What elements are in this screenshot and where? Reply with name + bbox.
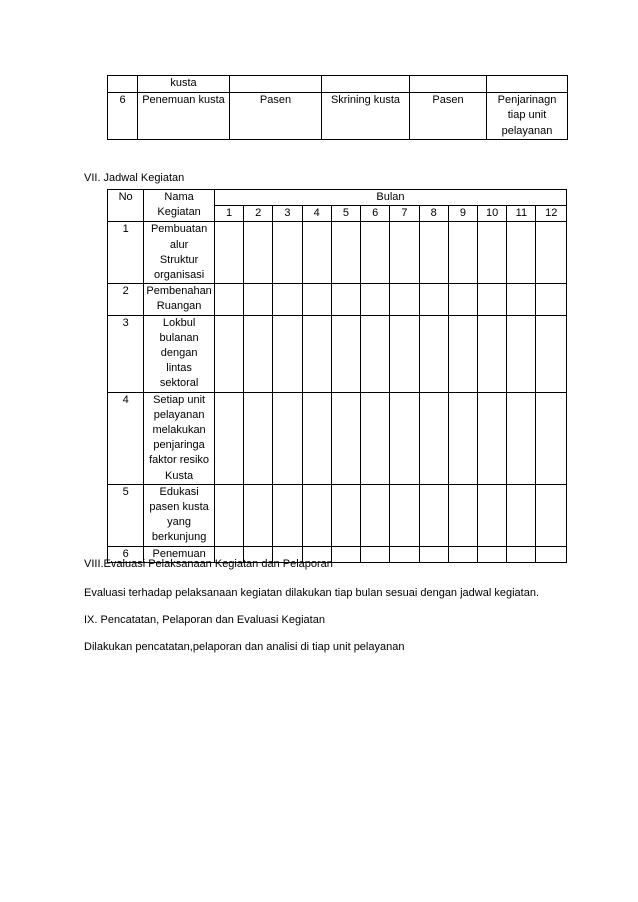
schedule-month-cell [448, 222, 477, 284]
schedule-month-cell [507, 484, 536, 546]
schedule-month-cell [390, 484, 419, 546]
month-header-cell: 1 [214, 206, 243, 222]
schedule-row-activity: Lokbul bulanan dengan lintas sektoral [144, 315, 215, 392]
top-table-cell: Skrining kusta [322, 92, 410, 140]
schedule-row-activity: Pembenahan Ruangan [144, 284, 215, 315]
schedule-month-cell [536, 392, 567, 484]
top-table-cell: Penemuan kusta [138, 92, 230, 140]
schedule-row-no: 3 [108, 315, 144, 392]
schedule-month-cell [478, 392, 507, 484]
schedule-month-cell [390, 222, 419, 284]
schedule-month-cell [244, 315, 273, 392]
schedule-month-cell [419, 392, 448, 484]
schedule-month-cell [273, 484, 302, 546]
schedule-month-cell [448, 315, 477, 392]
top-table-cell: Penjarinagn tiap unit pelayanan [487, 92, 568, 140]
schedule-month-cell [331, 315, 360, 392]
schedule-month-cell [448, 484, 477, 546]
schedule-month-cell [478, 222, 507, 284]
schedule-row [108, 392, 567, 484]
schedule-month-cell [390, 392, 419, 484]
schedule-month-cell [419, 284, 448, 315]
schedule-month-cell [419, 222, 448, 284]
month-header-cell: 8 [419, 206, 448, 222]
top-table-cell [108, 76, 138, 93]
section-ix-body: Dilakukan pencatatan,pelaporan dan analisi di tiap unit pelayanan [84, 641, 405, 653]
top-table-cell [322, 76, 410, 93]
schedule-month-cell [478, 315, 507, 392]
schedule-month-cell [448, 546, 477, 562]
schedule-month-cell [507, 284, 536, 315]
schedule-month-cell [448, 392, 477, 484]
schedule-month-cell [331, 284, 360, 315]
schedule-month-cell [536, 222, 567, 284]
header-bulan: Bulan [214, 190, 566, 206]
schedule-month-cell [331, 222, 360, 284]
schedule-month-cell [390, 284, 419, 315]
schedule-month-cell [302, 315, 331, 392]
schedule-row-no: 2 [108, 284, 144, 315]
schedule-row-activity: Setiap unit pelayanan melakukan penjaringa faktor resiko Kusta [144, 392, 215, 484]
schedule-month-cell [244, 284, 273, 315]
schedule-month-cell [302, 392, 331, 484]
schedule-month-cell [331, 484, 360, 546]
top-table-cell: 6 [108, 92, 138, 140]
schedule-month-cell [419, 484, 448, 546]
top-continuation-table [107, 75, 568, 140]
section-ix-heading: IX. Pencatatan, Pelaporan dan Evaluasi Kegiatan [84, 614, 325, 626]
top-table-cell: Pasen [410, 92, 487, 140]
schedule-month-cell [419, 546, 448, 562]
top-table-cell [230, 76, 322, 93]
schedule-month-cell [478, 546, 507, 562]
schedule-row [108, 484, 567, 546]
schedule-month-cell [244, 222, 273, 284]
schedule-month-cell [390, 546, 419, 562]
section-viii-heading: VIII.Evaluasi Pelaksanaan Kegiatan dan Pelaporan [84, 558, 333, 570]
schedule-row-activity: Pembuatan alur Struktur organisasi [144, 222, 215, 284]
schedule-row [108, 222, 567, 284]
schedule-row-activity: Penemuan [144, 546, 215, 562]
schedule-row [108, 284, 567, 315]
schedule-month-cell [448, 284, 477, 315]
schedule-row-no: 4 [108, 392, 144, 484]
schedule-month-cell [507, 315, 536, 392]
schedule-month-cell [214, 392, 243, 484]
schedule-month-cell [273, 284, 302, 315]
schedule-month-cell [507, 392, 536, 484]
schedule-month-cell [214, 284, 243, 315]
schedule-month-cell [361, 484, 390, 546]
month-header-cell: 4 [302, 206, 331, 222]
month-header-cell: 10 [478, 206, 507, 222]
schedule-month-cell [273, 315, 302, 392]
schedule-month-cell [478, 484, 507, 546]
schedule-month-cell [536, 484, 567, 546]
schedule-month-cell [361, 222, 390, 284]
month-header-cell: 9 [448, 206, 477, 222]
schedule-month-cell [536, 284, 567, 315]
schedule-month-cell [361, 284, 390, 315]
top-table-cell [410, 76, 487, 93]
schedule-row [108, 315, 567, 392]
schedule-month-cell [361, 546, 390, 562]
schedule-month-cell [361, 315, 390, 392]
schedule-month-cell [419, 315, 448, 392]
schedule-month-cell [536, 546, 567, 562]
schedule-month-cell [214, 315, 243, 392]
section-viii-body: Evaluasi terhadap pelaksanaan kegiatan dilakukan tiap bulan sesuai dengan jadwal kegiatan. [84, 587, 539, 599]
schedule-month-cell [214, 222, 243, 284]
schedule-month-cell [536, 315, 567, 392]
schedule-month-cell [361, 392, 390, 484]
month-header-cell: 6 [361, 206, 390, 222]
top-table-row [108, 92, 568, 140]
schedule-month-cell [244, 484, 273, 546]
schedule-row-activity: Edukasi pasen kusta yang berkunjung [144, 484, 215, 546]
schedule-month-cell [244, 392, 273, 484]
header-no: No [108, 190, 144, 222]
header-nama-kegiatan: Nama Kegiatan [144, 190, 215, 222]
month-header-cell: 5 [331, 206, 360, 222]
month-header-cell: 7 [390, 206, 419, 222]
top-table-row [108, 76, 568, 93]
schedule-month-cell [331, 392, 360, 484]
schedule-row-no: 5 [108, 484, 144, 546]
top-table-cell: kusta [138, 76, 230, 93]
schedule-month-cell [273, 392, 302, 484]
schedule-month-cell [507, 222, 536, 284]
schedule-header-row [108, 190, 567, 206]
month-header-cell: 2 [244, 206, 273, 222]
schedule-row-no: 6 [108, 546, 144, 562]
top-table-cell: Pasen [230, 92, 322, 140]
schedule-month-cell [302, 284, 331, 315]
schedule-month-cell [302, 222, 331, 284]
month-header-cell: 11 [507, 206, 536, 222]
month-header-cell: 3 [273, 206, 302, 222]
schedule-month-cell [331, 546, 360, 562]
top-table-cell [487, 76, 568, 93]
schedule-row-no: 1 [108, 222, 144, 284]
section-vii-heading: VII. Jadwal Kegiatan [84, 172, 185, 184]
schedule-table [107, 189, 567, 563]
schedule-month-cell [273, 222, 302, 284]
schedule-month-cell [302, 484, 331, 546]
month-header-cell: 12 [536, 206, 567, 222]
schedule-month-cell [507, 546, 536, 562]
schedule-month-cell [390, 315, 419, 392]
schedule-month-cell [214, 484, 243, 546]
schedule-month-cell [478, 284, 507, 315]
